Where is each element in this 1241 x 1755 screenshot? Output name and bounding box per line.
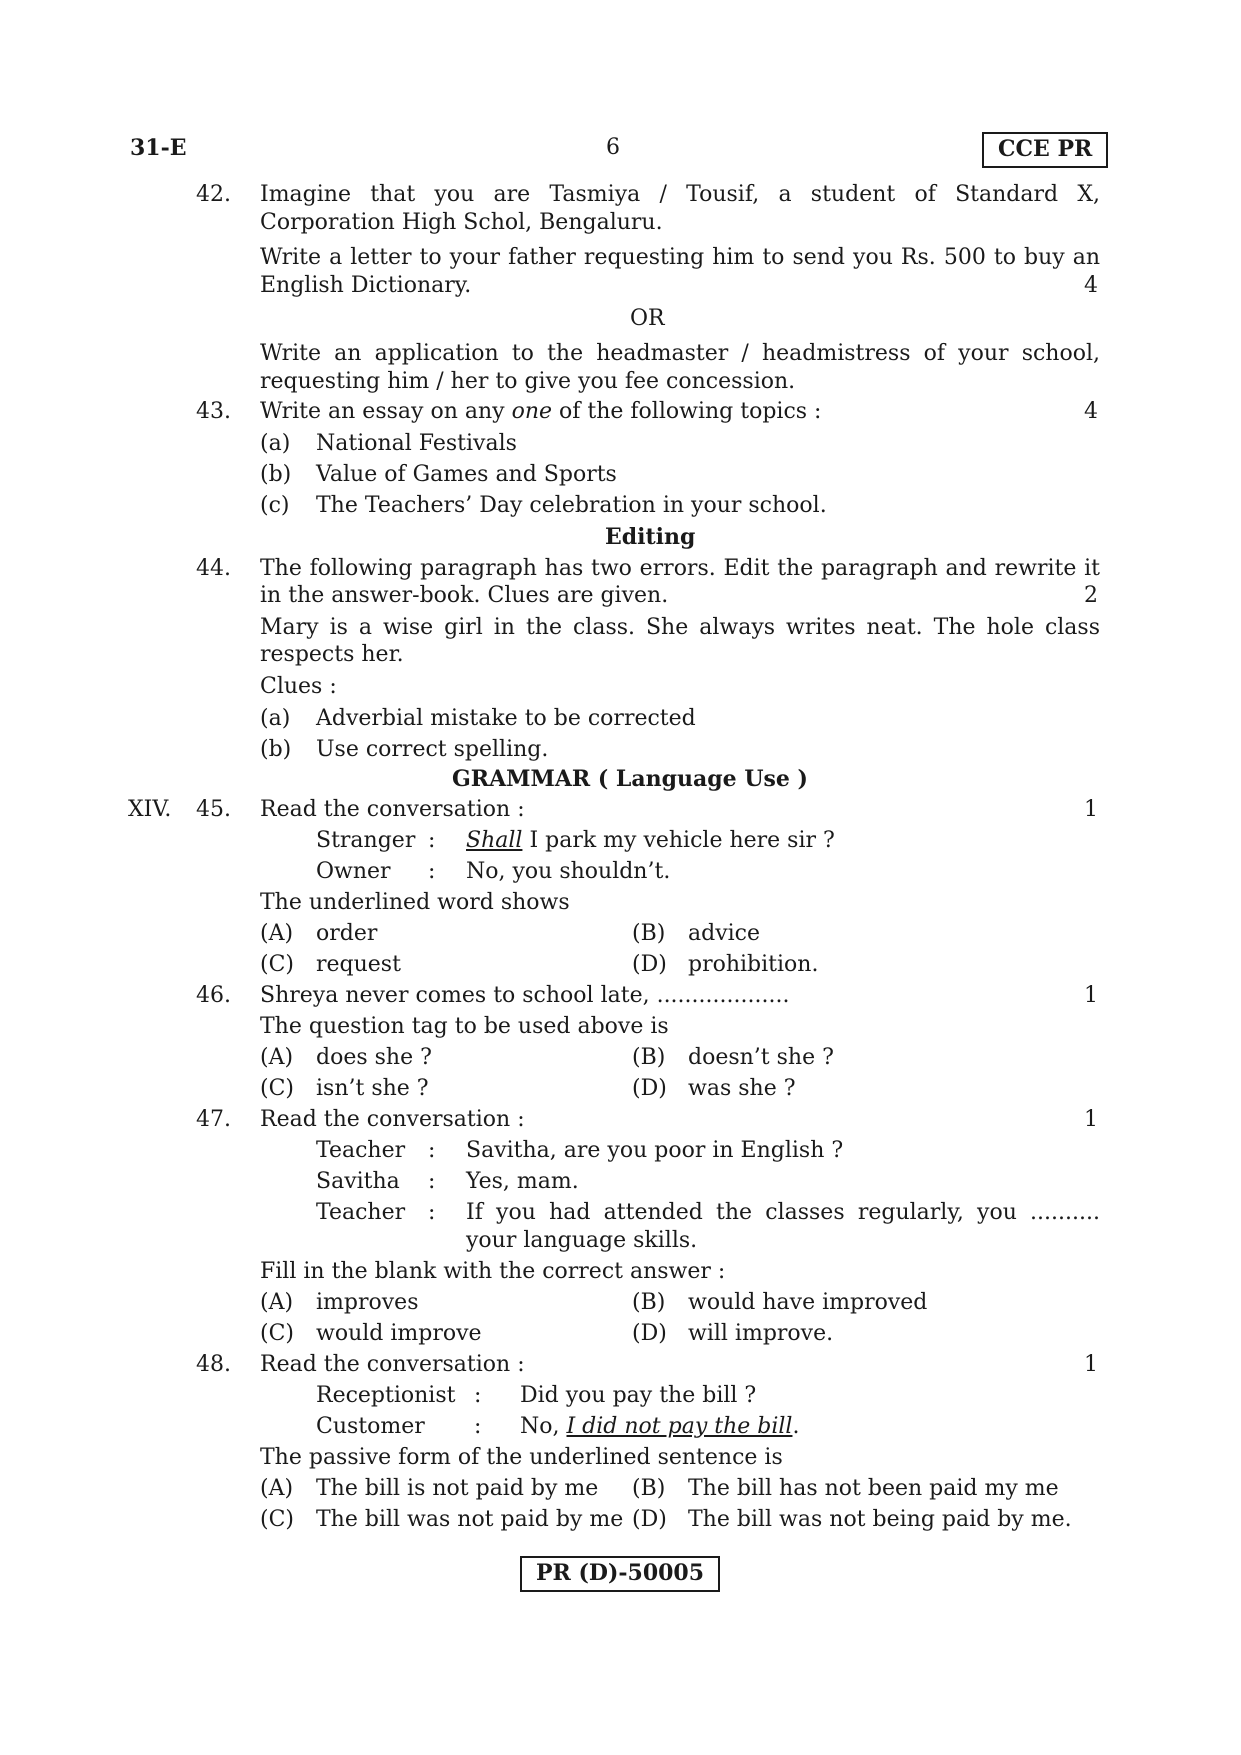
q47-opt-c: would improve <box>316 1321 482 1346</box>
q48-marks: 1 <box>1084 1352 1098 1377</box>
q43-option-c: The Teachers’ Day celebration in your school. <box>316 493 827 518</box>
q44-line2: in the answer-book. Clues are given. <box>260 583 669 608</box>
q45-line-1 <box>466 828 835 853</box>
q48-line-2 <box>520 1414 799 1439</box>
q48-underlined-sentence: I did not pay the bill <box>566 1414 793 1439</box>
q44-clue-a: Adverbial mistake to be corrected <box>316 706 696 731</box>
q47-line-3a: If you had attended the classes regularly, you .......... <box>466 1200 1100 1225</box>
q47-line-1: Savitha, are you poor in English ? <box>466 1138 844 1163</box>
q44-para-line2: respects her. <box>260 642 404 667</box>
q48-question: The passive form of the underlined sentence is <box>260 1445 783 1470</box>
q42-line5: Write an application to the headmaster / headmistress of your school, <box>260 341 1100 366</box>
q46-question: The question tag to be used above is <box>260 1014 669 1039</box>
q47-speaker-1: Teacher <box>316 1138 406 1163</box>
paper-code: 31-E <box>130 135 187 161</box>
q44-clue-b-label: (b) <box>260 737 292 762</box>
q47-opt-d-label: (D) <box>632 1321 667 1346</box>
q47-colon-3: : <box>428 1200 436 1225</box>
q45-speaker-1: Stranger <box>316 828 416 853</box>
q44-clue-a-label: (a) <box>260 706 291 731</box>
q43-prompt-emphasis: one <box>511 399 553 424</box>
grammar-heading: GRAMMAR ( Language Use ) <box>452 766 808 792</box>
q48-opt-c-label: (C) <box>260 1507 294 1532</box>
q47-opt-a: improves <box>316 1290 419 1315</box>
q46-number: 46. <box>196 983 231 1008</box>
q44-number: 44. <box>196 556 231 581</box>
footer-code: PR (D)-50005 <box>520 1556 720 1592</box>
q44-clue-b: Use correct spelling. <box>316 737 549 762</box>
q45-opt-c: request <box>316 952 401 977</box>
q48-opt-b: The bill has not been paid my me <box>688 1476 1059 1501</box>
q47-line-3b: your language skills. <box>466 1228 698 1253</box>
q43-prompt-b: of the following topics : <box>559 399 822 424</box>
q48-opt-c: The bill was not paid by me <box>316 1507 624 1532</box>
q42-line4: English Dictionary. <box>260 273 472 298</box>
q47-opt-a-label: (A) <box>260 1290 294 1315</box>
q45-opt-d-label: (D) <box>632 952 667 977</box>
section-number: XIV. <box>128 797 172 822</box>
editing-heading: Editing <box>605 524 696 550</box>
q42-or: OR <box>630 306 665 331</box>
q43-option-a: National Festivals <box>316 431 517 456</box>
q43-option-a-label: (a) <box>260 431 291 456</box>
q48-colon-2: : <box>474 1414 482 1439</box>
q47-line-2: Yes, mam. <box>466 1169 579 1194</box>
q43-number: 43. <box>196 399 231 424</box>
q43-marks: 4 <box>1084 399 1098 424</box>
q45-line-1-rest: I park my vehicle here sir ? <box>529 828 835 853</box>
q48-line-2-pre: No, <box>520 1414 560 1439</box>
q44-clues-label: Clues : <box>260 674 337 699</box>
q45-opt-a-label: (A) <box>260 921 294 946</box>
q46-marks: 1 <box>1084 983 1098 1008</box>
q46-opt-b: doesn’t she ? <box>688 1045 834 1070</box>
q46-opt-a: does she ? <box>316 1045 432 1070</box>
q42-marks: 4 <box>1084 273 1098 298</box>
q45-underlined-word: Shall <box>466 828 523 853</box>
q48-opt-d: The bill was not being paid by me. <box>688 1507 1072 1532</box>
q47-question: Fill in the blank with the correct answer : <box>260 1259 726 1284</box>
q47-colon-2: : <box>428 1169 436 1194</box>
q47-marks: 1 <box>1084 1107 1098 1132</box>
q47-opt-d: will improve. <box>688 1321 834 1346</box>
q48-colon-1: : <box>474 1383 482 1408</box>
q46-opt-a-label: (A) <box>260 1045 294 1070</box>
q43-prompt <box>260 399 821 424</box>
q47-opt-c-label: (C) <box>260 1321 294 1346</box>
q43-option-c-label: (c) <box>260 493 290 518</box>
page-number: 6 <box>606 135 620 160</box>
q47-prompt: Read the conversation : <box>260 1107 525 1132</box>
q46-opt-b-label: (B) <box>632 1045 666 1070</box>
q44-para-line1: Mary is a wise girl in the class. She always writes neat. The hole class <box>260 615 1100 640</box>
q45-opt-c-label: (C) <box>260 952 294 977</box>
q45-question: The underlined word shows <box>260 890 570 915</box>
q46-opt-d-label: (D) <box>632 1076 667 1101</box>
q45-marks: 1 <box>1084 797 1098 822</box>
q47-number: 47. <box>196 1107 231 1132</box>
q42-line1: Imagine that you are Tasmiya / Tousif, a student of Standard X, <box>260 182 1100 207</box>
q46-opt-d: was she ? <box>688 1076 796 1101</box>
q45-colon-2: : <box>428 859 436 884</box>
q45-opt-d: prohibition. <box>688 952 819 977</box>
q48-line-2-post: . <box>792 1414 800 1439</box>
q48-opt-b-label: (B) <box>632 1476 666 1501</box>
q45-speaker-2: Owner <box>316 859 391 884</box>
q42-line6: requesting him / her to give you fee concession. <box>260 369 796 394</box>
q43-option-b: Value of Games and Sports <box>316 462 617 487</box>
q46-opt-c-label: (C) <box>260 1076 294 1101</box>
q48-line-1: Did you pay the bill ? <box>520 1383 757 1408</box>
q48-prompt: Read the conversation : <box>260 1352 525 1377</box>
q48-speaker-2: Customer <box>316 1414 425 1439</box>
q48-opt-d-label: (D) <box>632 1507 667 1532</box>
q44-line1: The following paragraph has two errors. Edit the paragraph and rewrite it <box>260 556 1100 581</box>
q47-speaker-2: Savitha <box>316 1169 400 1194</box>
q42-line3: Write a letter to your father requesting him to send you Rs. 500 to buy an <box>260 245 1100 270</box>
q48-opt-a: The bill is not paid by me <box>316 1476 599 1501</box>
q46-prompt: Shreya never comes to school late, ................... <box>260 983 790 1008</box>
q45-opt-a: order <box>316 921 378 946</box>
q46-opt-c: isn’t she ? <box>316 1076 429 1101</box>
q45-prompt: Read the conversation : <box>260 797 525 822</box>
q42-line2: Corporation High Schol, Bengaluru. <box>260 210 663 235</box>
q47-colon-1: : <box>428 1138 436 1163</box>
q43-prompt-a: Write an essay on any <box>260 399 505 424</box>
q45-line-2: No, you shouldn’t. <box>466 859 671 884</box>
q45-colon-1: : <box>428 828 436 853</box>
q45-number: 45. <box>196 797 231 822</box>
q45-opt-b-label: (B) <box>632 921 666 946</box>
cce-pr-badge: CCE PR <box>982 132 1108 168</box>
q48-opt-a-label: (A) <box>260 1476 294 1501</box>
q42-number: 42. <box>196 182 231 207</box>
q45-opt-b: advice <box>688 921 761 946</box>
q48-number: 48. <box>196 1352 231 1377</box>
q47-opt-b-label: (B) <box>632 1290 666 1315</box>
q43-option-b-label: (b) <box>260 462 292 487</box>
q47-speaker-3: Teacher <box>316 1200 406 1225</box>
q48-speaker-1: Receptionist <box>316 1383 456 1408</box>
q47-opt-b: would have improved <box>688 1290 928 1315</box>
q44-marks: 2 <box>1084 583 1098 608</box>
